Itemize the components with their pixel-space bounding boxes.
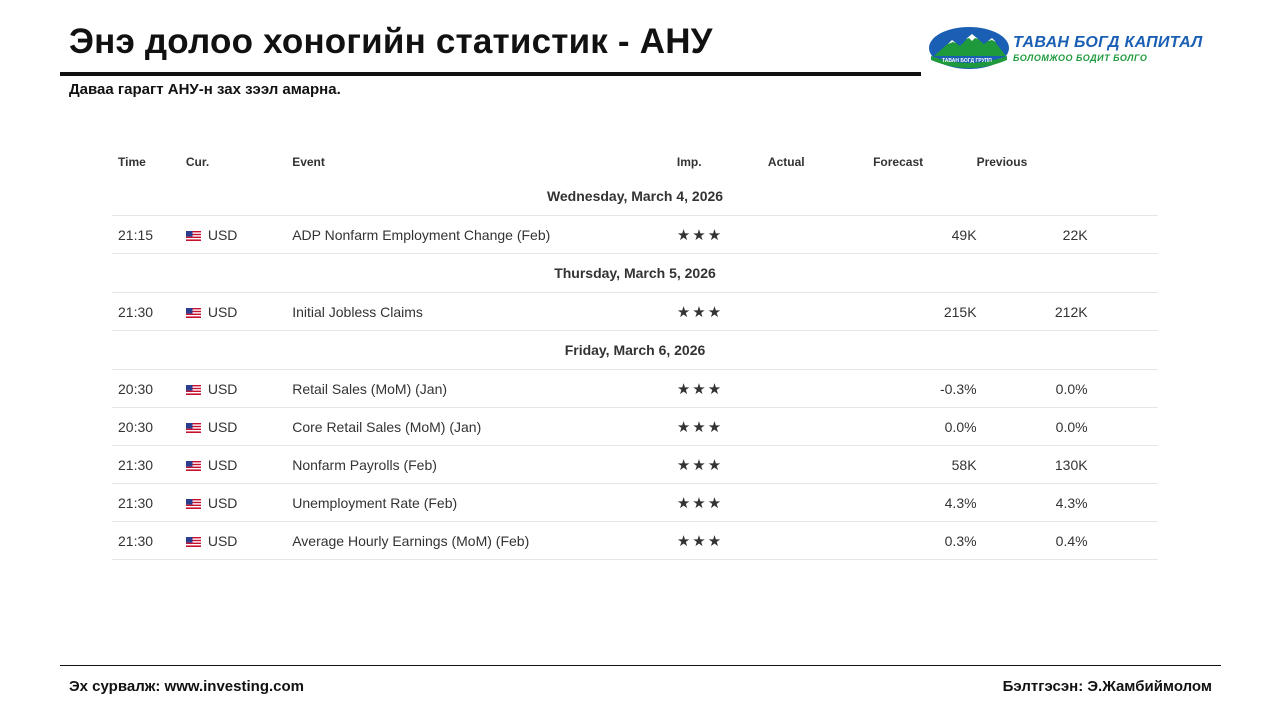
importance-stars-icon: ★★★ [677, 293, 768, 331]
event-currency [186, 522, 292, 560]
economic-calendar-table [112, 146, 1158, 560]
day-date: Friday, March 6, 2026 [112, 331, 1158, 370]
event-time: 20:30 [112, 370, 186, 408]
event-name: Initial Jobless Claims [292, 293, 677, 331]
event-name: Retail Sales (MoM) (Jan) [292, 370, 677, 408]
col-previous: Previous [976, 154, 1028, 169]
event-name: Unemployment Rate (Feb) [292, 484, 677, 522]
day-header-row [112, 254, 1158, 293]
event-actual [768, 484, 873, 522]
us-flag-icon [186, 423, 201, 433]
page-subtitle: Даваа гарагт АНУ-н зах зээл амарна. [69, 81, 341, 98]
title-underline [60, 72, 921, 76]
event-previous: 130K [977, 446, 1088, 484]
event-time: 20:30 [112, 408, 186, 446]
day-header-row [112, 331, 1158, 370]
event-previous: 0.4% [977, 522, 1088, 560]
currency-code: USD [207, 303, 238, 320]
us-flag-icon [186, 461, 201, 471]
event-previous: 0.0% [977, 370, 1088, 408]
logo-tagline: БОЛОМЖОО БОДИТ БОЛГО [1013, 53, 1148, 63]
company-logo [928, 26, 1218, 72]
event-time: 21:30 [112, 484, 186, 522]
day-date: Wednesday, March 4, 2026 [112, 177, 1158, 216]
us-flag-icon [186, 231, 201, 241]
currency-code: USD [207, 380, 238, 397]
table-row [112, 446, 1158, 484]
table-header [112, 146, 1158, 177]
table-row [112, 408, 1158, 446]
event-currency [186, 370, 292, 408]
event-forecast: 49K [873, 216, 976, 254]
event-name: Average Hourly Earnings (MoM) (Feb) [292, 522, 677, 560]
importance-stars-icon: ★★★ [677, 216, 768, 254]
currency-code: USD [207, 532, 238, 549]
event-currency [186, 216, 292, 254]
us-flag-icon [186, 537, 201, 547]
event-name: Nonfarm Payrolls (Feb) [292, 446, 677, 484]
event-forecast: 215K [873, 293, 976, 331]
currency-code: USD [207, 494, 238, 511]
us-flag-icon [186, 499, 201, 509]
importance-stars-icon: ★★★ [677, 484, 768, 522]
footer-divider [60, 665, 1221, 666]
event-actual [768, 370, 873, 408]
logo-name: ТАВАН БОГД КАПИТАЛ [1013, 34, 1203, 51]
event-actual [768, 446, 873, 484]
us-flag-icon [186, 308, 201, 318]
us-flag-icon [186, 385, 201, 395]
col-importance: Imp. [676, 154, 702, 169]
table-row [112, 370, 1158, 408]
col-spacer [1088, 146, 1158, 177]
footer-source: Эх сурвалж: www.investing.com [69, 678, 304, 695]
currency-code: USD [207, 226, 238, 243]
event-currency [186, 446, 292, 484]
currency-code: USD [207, 418, 238, 435]
event-name: Core Retail Sales (MoM) (Jan) [292, 408, 677, 446]
event-currency [186, 293, 292, 331]
event-time: 21:30 [112, 522, 186, 560]
event-time: 21:30 [112, 446, 186, 484]
event-previous: 22K [977, 216, 1088, 254]
col-actual: Actual [767, 154, 805, 169]
col-currency: Cur. [185, 154, 210, 169]
table-row [112, 293, 1158, 331]
event-forecast: 4.3% [873, 484, 976, 522]
event-actual [768, 522, 873, 560]
event-currency [186, 408, 292, 446]
event-previous: 0.0% [977, 408, 1088, 446]
importance-stars-icon: ★★★ [677, 370, 768, 408]
logo-small-text: ТАВАН БОГД ГРУПП [942, 58, 992, 64]
event-currency [186, 484, 292, 522]
page-title: Энэ долоо хоногийн статистик - АНУ [69, 22, 713, 61]
event-name: ADP Nonfarm Employment Change (Feb) [292, 216, 677, 254]
event-previous: 4.3% [977, 484, 1088, 522]
event-time: 21:15 [112, 216, 186, 254]
event-forecast: 0.0% [873, 408, 976, 446]
event-forecast: -0.3% [873, 370, 976, 408]
event-actual [768, 216, 873, 254]
table-row [112, 216, 1158, 254]
table-row [112, 522, 1158, 560]
event-previous: 212K [977, 293, 1088, 331]
event-actual [768, 408, 873, 446]
col-forecast: Forecast [873, 154, 924, 169]
day-header-row [112, 177, 1158, 216]
footer-author: Бэлтгэсэн: Э.Жамбиймолом [1002, 678, 1212, 695]
importance-stars-icon: ★★★ [677, 522, 768, 560]
event-time: 21:30 [112, 293, 186, 331]
event-actual [768, 293, 873, 331]
event-forecast: 0.3% [873, 522, 976, 560]
importance-stars-icon: ★★★ [677, 446, 768, 484]
day-date: Thursday, March 5, 2026 [112, 254, 1158, 293]
col-event: Event [292, 154, 325, 169]
currency-code: USD [207, 456, 238, 473]
col-time: Time [118, 154, 146, 169]
table-row [112, 484, 1158, 522]
event-forecast: 58K [873, 446, 976, 484]
importance-stars-icon: ★★★ [677, 408, 768, 446]
